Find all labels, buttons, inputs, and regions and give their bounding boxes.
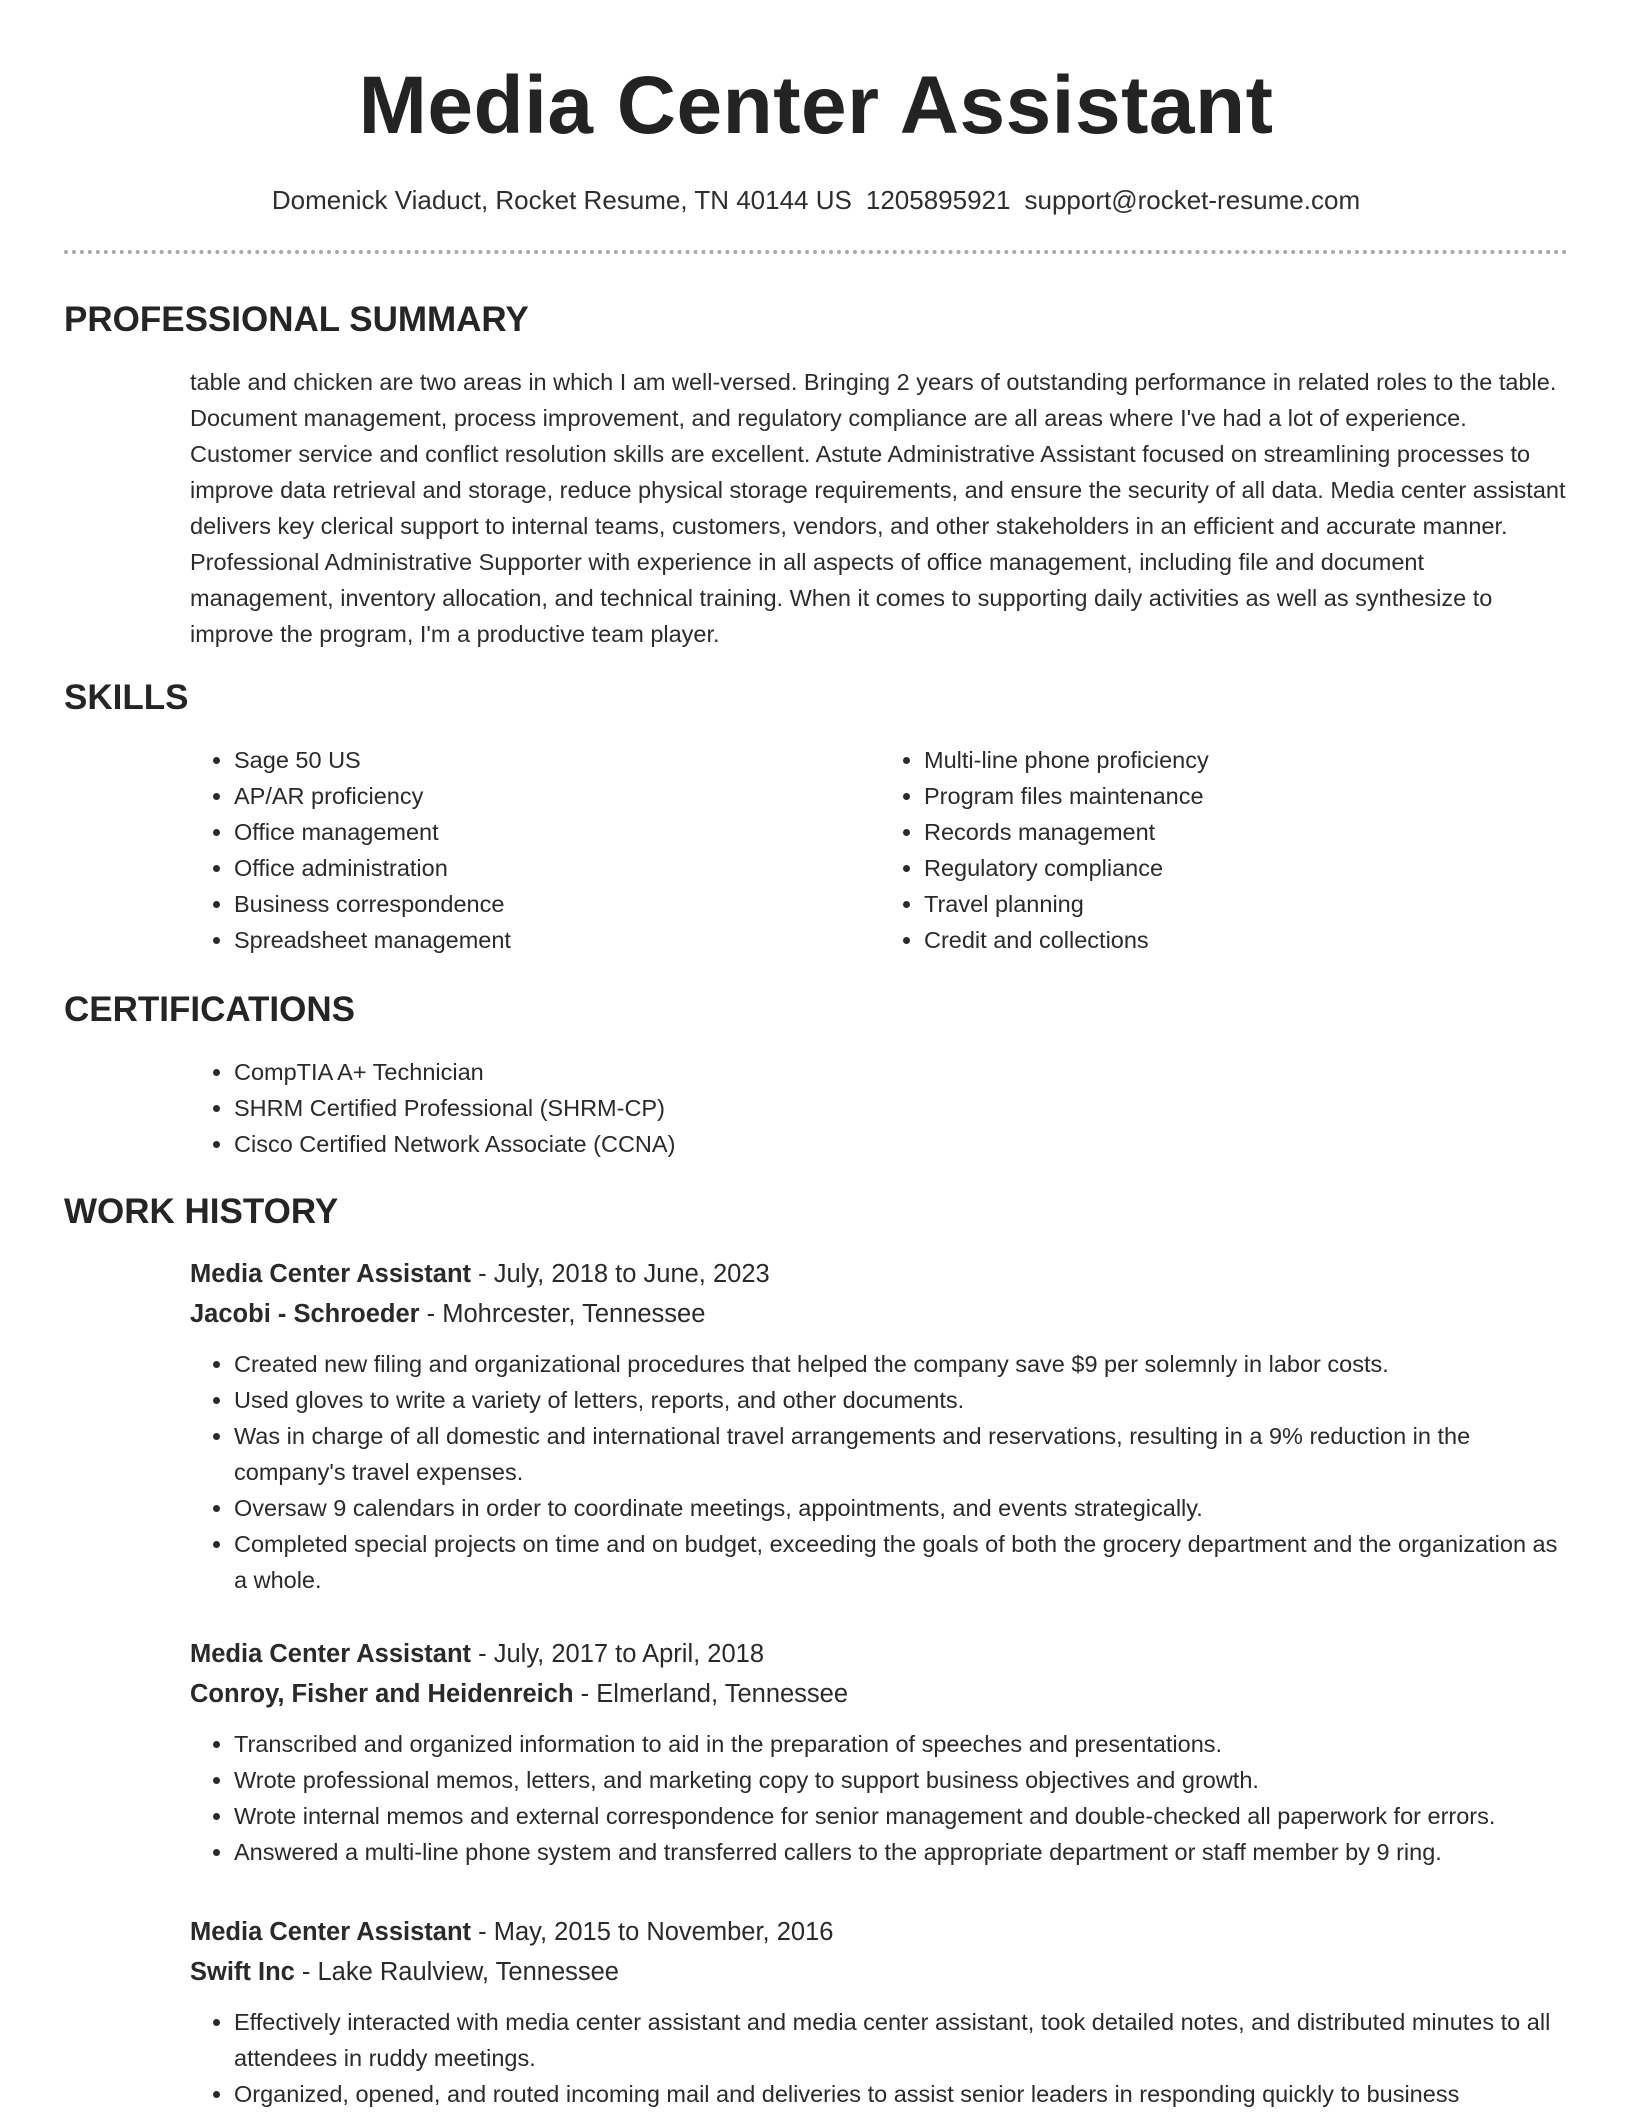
job-bullet: • Was in charge of all domestic and international travel arrangements and reservations, resulting in a 9% reduction in the company's travel expenses. (234, 1418, 1570, 1490)
skills-column-right (880, 742, 1570, 958)
certification-item: • Cisco Certified Network Associate (CCNA) (234, 1126, 1570, 1162)
job-bullet: • Wrote professional memos, letters, and marketing copy to support business objectives and growth. (234, 1762, 1570, 1798)
skill-item: • Multi-line phone proficiency (924, 742, 1570, 778)
job-bullet: • Organized, opened, and routed incoming mail and deliveries to assist senior leaders in responding quickly to business (234, 2076, 1570, 2112)
skill-item: • Records management (924, 814, 1570, 850)
company-location: - Elmerland, Tennessee (573, 1680, 849, 1708)
summary-heading: PROFESSIONAL SUMMARY (64, 300, 529, 339)
company-line (190, 1952, 1570, 1992)
job-bullets (190, 1346, 1570, 1598)
company-location: - Mohrcester, Tennessee (419, 1300, 706, 1328)
skills-list (190, 742, 1570, 958)
job-dates: - May, 2015 to November, 2016 (471, 1918, 834, 1946)
job-bullet: • Oversaw 9 calendars in order to coordinate meetings, appointments, and events strategically. (234, 1490, 1570, 1526)
company-name: Swift Inc (190, 1958, 295, 1986)
contact-phone: 1205895921 (865, 185, 1011, 215)
skill-item: • Credit and collections (924, 922, 1570, 958)
skill-item: • Office administration (234, 850, 880, 886)
skill-item: • Travel planning (924, 886, 1570, 922)
job-bullet: • Transcribed and organized information to aid in the preparation of speeches and presentations. (234, 1726, 1570, 1762)
skill-item: • Business correspondence (234, 886, 880, 922)
job-title: Media Center Assistant (190, 1918, 472, 1946)
job-bullets (190, 2004, 1570, 2112)
job-entry (190, 1912, 1570, 2112)
job-bullet: • Used gloves to write a variety of letters, reports, and other documents. (234, 1382, 1570, 1418)
job-dates: - July, 2017 to April, 2018 (471, 1640, 765, 1668)
job-bullet: • Completed special projects on time and on budget, exceeding the goals of both the grocery department and the organization as a whole. (234, 1526, 1570, 1598)
job-entry (190, 1254, 1570, 1598)
job-dates: - July, 2018 to June, 2023 (471, 1260, 770, 1288)
work-history-heading: WORK HISTORY (64, 1192, 339, 1231)
job-title-line (190, 1634, 1570, 1674)
certification-item: • SHRM Certified Professional (SHRM-CP) (234, 1090, 1570, 1126)
company-name: Jacobi - Schroeder (190, 1300, 420, 1328)
skills-heading: SKILLS (64, 678, 189, 717)
header-divider (64, 250, 1568, 254)
job-title-line (190, 1912, 1570, 1952)
job-bullets (190, 1726, 1570, 1870)
company-line (190, 1674, 1570, 1714)
job-bullet: • Answered a multi-line phone system and transferred callers to the appropriate department or staff member by 9 ring. (234, 1834, 1570, 1870)
company-location: - Lake Raulview, Tennessee (294, 1958, 619, 1986)
job-bullet: • Created new filing and organizational procedures that helped the company save $9 per solemnly in labor costs. (234, 1346, 1570, 1382)
skill-item: • Spreadsheet management (234, 922, 880, 958)
job-bullet: • Wrote internal memos and external correspondence for senior management and double-checked all paperwork for errors. (234, 1798, 1570, 1834)
skill-item: • AP/AR proficiency (234, 778, 880, 814)
company-name: Conroy, Fisher and Heidenreich (190, 1680, 574, 1708)
certifications-heading: CERTIFICATIONS (64, 990, 356, 1029)
summary-text: table and chicken are two areas in which I am well-versed. Bringing 2 years of outstanding performance in related roles to the table. Document management, process improvement, and regulatory compliance are all areas where I've had a lot of experience. Customer service and conflict resolution skills are excellent. Astute Administrative Assistant focused on streamlining processes to improve data retrieval and storage, reduce physical storage requirements, and ensure the security of all data. Media center assistant delivers key clerical support to internal teams, customers, vendors, and other stakeholders in an efficient and accurate manner. Professional Administrative Supporter with experience in all aspects of office management, including file and document management, inventory allocation, and technical training. When it comes to supporting daily activities as well as synthesize to improve the program, I'm a productive team player. (190, 369, 1566, 647)
job-title: Media Center Assistant (190, 1260, 472, 1288)
skill-item: • Regulatory compliance (924, 850, 1570, 886)
job-entry (190, 1634, 1570, 1870)
contact-email: support@rocket-resume.com (1024, 185, 1361, 215)
skill-item: • Office management (234, 814, 880, 850)
job-bullet: • Effectively interacted with media center assistant and media center assistant, took detailed notes, and distributed minutes to all attendees in ruddy meetings. (234, 2004, 1570, 2076)
resume-title: Media Center Assistant (358, 60, 1274, 151)
skill-item: • Program files maintenance (924, 778, 1570, 814)
job-title-line (190, 1254, 1570, 1294)
certifications-column (190, 1054, 1570, 1162)
job-title: Media Center Assistant (190, 1640, 472, 1668)
certification-item: • CompTIA A+ Technician (234, 1054, 1570, 1090)
resume-page (64, 0, 1568, 2107)
skill-item: • Sage 50 US (234, 742, 880, 778)
company-line (190, 1294, 1570, 1334)
skills-column-left (190, 742, 880, 958)
certifications-list (190, 1054, 1570, 1162)
contact-line (64, 182, 1568, 218)
contact-address: Domenick Viaduct, Rocket Resume, TN 40144 US (271, 185, 852, 215)
